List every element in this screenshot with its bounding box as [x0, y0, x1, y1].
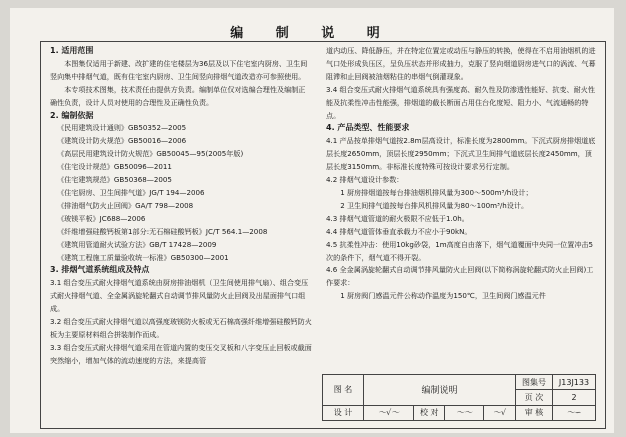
left-column: [50, 45, 312, 368]
ref-item: 《民用建筑设计通则》GB50352—2005: [57, 123, 187, 133]
ref-item: 《建筑工程施工质量验收统一标准》GB50300—2001: [57, 252, 229, 262]
section-3-3-continued: 道内动压、降低静压，并在特定位置定或动压与静压的转换，使得在不启用油烟机的进气口处形成负压区，呈负压状态并形成抽力，克服了竖向烟道厨房进气口的涡流、气幕阻滞和止回阀被油烟粘住的串烟气倒灌现象。: [326, 46, 596, 81]
section-4-4: 4.4 排烟气道管体垂直承载力不应小于90kN。: [326, 226, 472, 236]
section-3-4: 3.4 组合变压式耐火排烟气道系统具有强度高、耐久性及防渗透性能好、抗变、耐火性能及抗柔性冲击性能强，排烟道的截长断面占用住台化度短、阻力小、气流通畅的特点。: [326, 84, 595, 120]
section-4-6: 4.6 全金属涡旋轮翻式自动调节排风量防火止回阀(以下简称涡旋轮翻式防火止回阀)工作要求：: [326, 265, 594, 288]
drawing-sheet: [10, 8, 614, 433]
label-auditor: 审 核: [516, 405, 553, 420]
ref-item: 《住宅设计规范》GB50096—2011: [57, 162, 172, 172]
section-4-1: 4.1 产品按单排烟气道按2.8m层高设计，标准长度为2800mm。下沉式厨房排烟道底层长度2650mm，顶层长度2950mm；下沉式卫生间排气道底层长度2450mm，顶层长度3150mm。非标准长度特殊可按设计要求另行定制。: [326, 136, 596, 172]
auditor-signature: 〜∽: [553, 405, 596, 420]
section-1-heading: 1. 适用范围: [50, 46, 94, 55]
ref-item: 《建筑设计防火规范》GB50016—2006: [57, 136, 187, 146]
section-2-heading: 2. 编制依据: [50, 110, 94, 120]
section-4-5: 4.5 抗柔性冲击：使用10kg砂袋，1m高度自由落下，烟气道覆面中央同一位置冲击5次的条件下，烟气道不得开裂。: [326, 239, 594, 262]
ref-item: 《纤维增强硅酸钙板第1部分:无石棉硅酸钙板》JC/T 564.1—2008: [57, 226, 268, 236]
section-4-2: 4.2 排烟气道设计参数：: [326, 175, 404, 185]
title-block: [322, 374, 596, 421]
section-1-paragraph-1: 本图集仅适用于新建、改扩建的住宅楼层为36层及以下住宅室内厨房、卫生间竖向集中排烟气道，既有住宅室内厨房、卫生间竖向排烟气道改造亦可参照使用。: [50, 58, 308, 81]
page-title: 编 制 说 明: [230, 26, 394, 41]
section-4-3: 4.3 排烟气道管道的耐火极限不应低于1.0h。: [326, 213, 469, 223]
section-4-2-item-1: 1 厨房排烟道按每台排油烟机排风量为300～500m³/h设计；: [340, 187, 533, 197]
section-3-1: 3.1 组合变压式耐火排烟气道系统由厨房排油烟机（卫生间使用排气扇）、组合变压式耐火排烟气道、全金属涡旋轮翻式自动调节排风量防火止回阀及出屋面排气口组成。: [50, 278, 309, 314]
label-drawing-name: 图 名: [323, 375, 364, 406]
ref-item: 《高层民用建筑设计防火规范》GB50045—95(2005年版): [57, 149, 244, 159]
drawing-name: 编制说明: [364, 375, 516, 406]
right-column: [326, 45, 596, 303]
checker-signature: 〜〜: [445, 405, 484, 420]
title-block-table: [322, 374, 596, 421]
label-designer: 设 计: [323, 405, 364, 420]
ref-item: 《住宅建筑规范》GB50368—2005: [57, 175, 172, 185]
section-4-6-item-1: 1 厨房阀门感温元件公称动作温度为150℃，卫生间阀门感温元件: [340, 291, 546, 301]
page-number: 2: [553, 390, 596, 405]
checker-signature-2: 〜√: [483, 405, 515, 420]
designer-signature: 〜√〜: [364, 405, 414, 420]
label-atlas-number: 图集号: [516, 375, 553, 390]
ref-item: 《排油烟气防火止回阀》GA/T 798—2008: [57, 200, 194, 210]
label-page-number: 页 次: [516, 390, 553, 405]
section-4-heading: 4. 产品类型、性能要求: [326, 123, 410, 133]
ref-item: 《玻镁平板》JC688—2006: [57, 213, 146, 223]
ref-item: 《住宅厨房、卫生间排气道》JG/T 194—2006: [57, 187, 205, 197]
section-4-2-item-2: 2 卫生间排气道按每台排风机排风量为80～100m³/h设计。: [340, 200, 529, 210]
section-3-heading: 3. 排烟气道系统组成及特点: [50, 265, 150, 275]
section-3-2: 3.2 组合变压式耐火排烟气道以高强度玻镁防火板或无石棉高强纤维增强硅酸钙防火板为主要原材料组合拼装制作而成。: [50, 317, 312, 339]
section-3-3: 3.3 组合变压式耐火排烟气道采用在管道内置的变压交叉板和八字变压止回板或截面突然缩小，增加气体的流动速度的方法，来提高管: [50, 342, 312, 365]
label-checker: 校 对: [414, 405, 445, 420]
ref-item: 《建筑用管道耐火试验方法》GB/T 17428—2009: [57, 239, 217, 249]
section-1-paragraph-2: 本专项技术图集，技术责任由提供方负责。编制单位仅对选编合理性及编制正确性负责，设计人员对使用的合理性及正确性负责。: [50, 84, 306, 107]
atlas-number: J13J133: [553, 375, 596, 390]
